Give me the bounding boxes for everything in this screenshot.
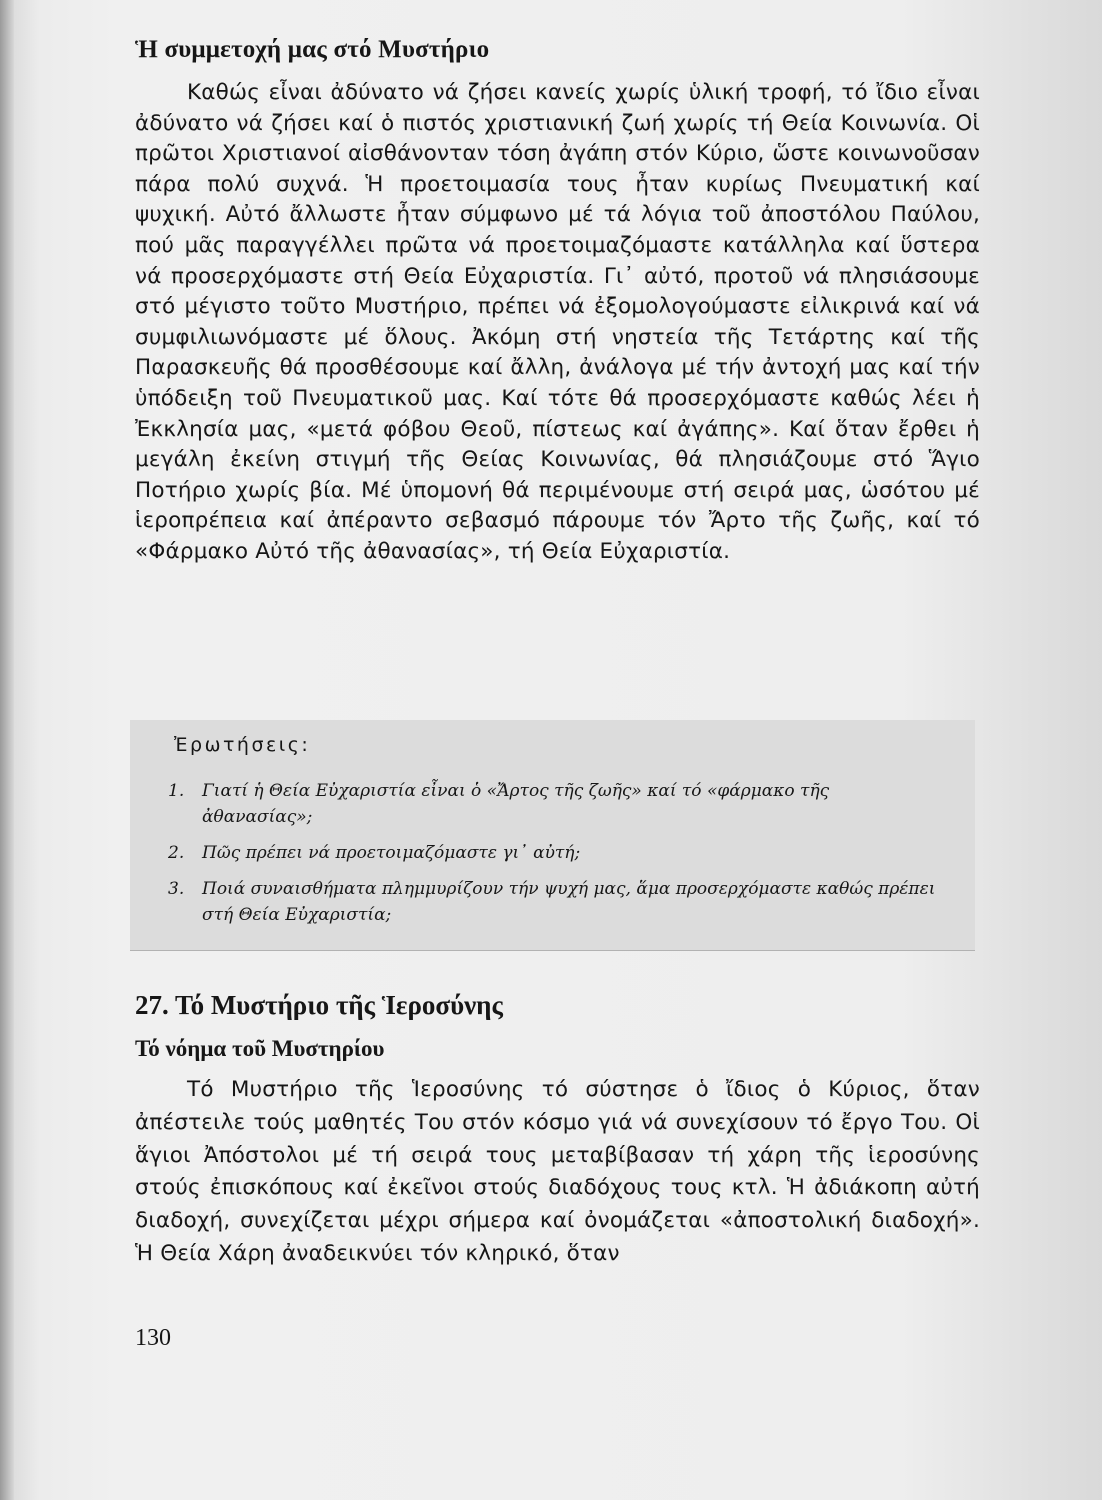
section-paragraph: Καθώς εἶναι ἀδύνατο νά ζήσει κανείς χωρίς ὑλική τροφή, τό ἴδιο εἶναι ἀδύνατο νά ζήσει καί ὁ πιστός χριστιανική ζωή χωρίς τή Θεία Κοινωνία. Οἱ πρῶτοι Χριστιανοί αἰσθάνονταν τόση ἀγάπη στόν Κύριο, ὥστε κοινωνοῦσαν πάρα πολύ συχνά. Ἡ προετοιμασία τους ἦταν κυρίως Πνευματική καί ψυχική. Αὐτό ἄλλωστε ἦταν σύμφωνο μέ τά λόγια τοῦ ἀποστόλου Παύλου, πού μᾶς παραγγέλλει πρῶτα νά προετοιμαζόμαστε κατάλληλα καί ὕστερα νά προσερχόμαστε στή Θεία Εὐχαριστία. Γι᾽ αὐτό, προτοῦ νά πλησιάσουμε στό μέγιστο τοῦτο Μυστήριο, πρέπει νά ἐξομολογούμαστε εἰλικρινά καί νά συμφιλιωνόμαστε μέ ὅλους. Ἀκόμη στή νηστεία τῆς Τετάρτης καί τῆς Παρασκευῆς θά προσθέσουμε καί ἄλλη, ἀνάλογα μέ τήν ἀντοχή μας καί τήν ὑπόδειξη τοῦ Πνευματικοῦ μας. Καί τότε θά προσερχόμαστε καθώς λέει ἡ Ἐκκλησία μας, «μετά φόβου Θεοῦ, πίστεως καί ἀγάπης». Καί ὅταν ἔρθει ἡ μεγάλη ἐκείνη στιγμή τῆς Θείας Κοινωνίας, θά πλησιάζουμε στό Ἅγιο Ποτήριο χωρίς βία. Μέ ὑπομονή θά περιμένουμε στή σειρά μας, ὡσότου μέ ἱεροπρέπεια καί ἀπέραντο σεβασμό πάρουμε τόν Ἄρτο τῆς ζωῆς, καί τό «Φάρμακο Αὐτό τῆς ἀθανασίας», τή Θεία Εὐχαριστία. <box>135 80 980 564</box>
question-text: Γιατί ἡ Θεία Εὐχαριστία εἶναι ὁ «Ἄρτος τῆς ζωῆς» καί τό «φάρμακο τῆς ἀθανασίας»; <box>202 781 830 827</box>
binding-edge <box>0 0 14 1500</box>
question-number: 1. <box>168 781 185 801</box>
section-heading: Ἡ συμμετοχή μας στό Μυστήριο <box>135 36 490 63</box>
page-number: 130 <box>135 1325 171 1351</box>
question-item <box>168 876 938 928</box>
question-item <box>168 840 938 866</box>
question-number: 2. <box>168 843 185 863</box>
question-number: 3. <box>168 879 185 899</box>
questions-title: Ἐρωτήσεις: <box>174 734 311 756</box>
chapter-subheading: Τό νόημα τοῦ Μυστηρίου <box>135 1036 385 1061</box>
chapter-paragraph: Τό Μυστήριο τῆς Ἱεροσύνης τό σύστησε ὁ ἴδιος ὁ Κύριος, ὅταν ἀπέστειλε τούς μαθητές Του στόν κόσμο γιά νά συνεχίσουν τό ἔργο Του. Οἱ ἅγιοι Ἀπόστολοι μέ τή σειρά τους μεταβίβασαν τή χάρη τῆς ἱεροσύνης στούς ἐπισκόπους καί ἐκεῖνοι στούς διαδόχους τους κτλ. Ἡ ἀδιάκοπη αὐτή διαδοχή, συνεχίζεται μέχρι σήμερα καί ὀνομάζεται «ἀποστολική διαδοχή». Ἡ Θεία Χάρη ἀναδεικνύει τόν κληρικό, ὅταν <box>135 1077 980 1266</box>
chapter-heading: 27. Τό Μυστήριο τῆς Ἱεροσύνης <box>135 990 503 1020</box>
chapter-section <box>135 982 980 1271</box>
question-item <box>168 778 938 830</box>
question-text: Πῶς πρέπει νά προετοιμαζόμαστε γι᾽ αὐτή; <box>202 843 581 863</box>
questions-list <box>168 778 938 938</box>
question-text: Ποιά συναισθήματα πλημμυρίζουν τήν ψυχή μας, ἅμα προσερχόμαστε καθώς πρέπει στή Θεία Εὐχαριστία; <box>202 879 936 925</box>
upper-section <box>135 28 980 568</box>
questions-box <box>130 720 975 951</box>
